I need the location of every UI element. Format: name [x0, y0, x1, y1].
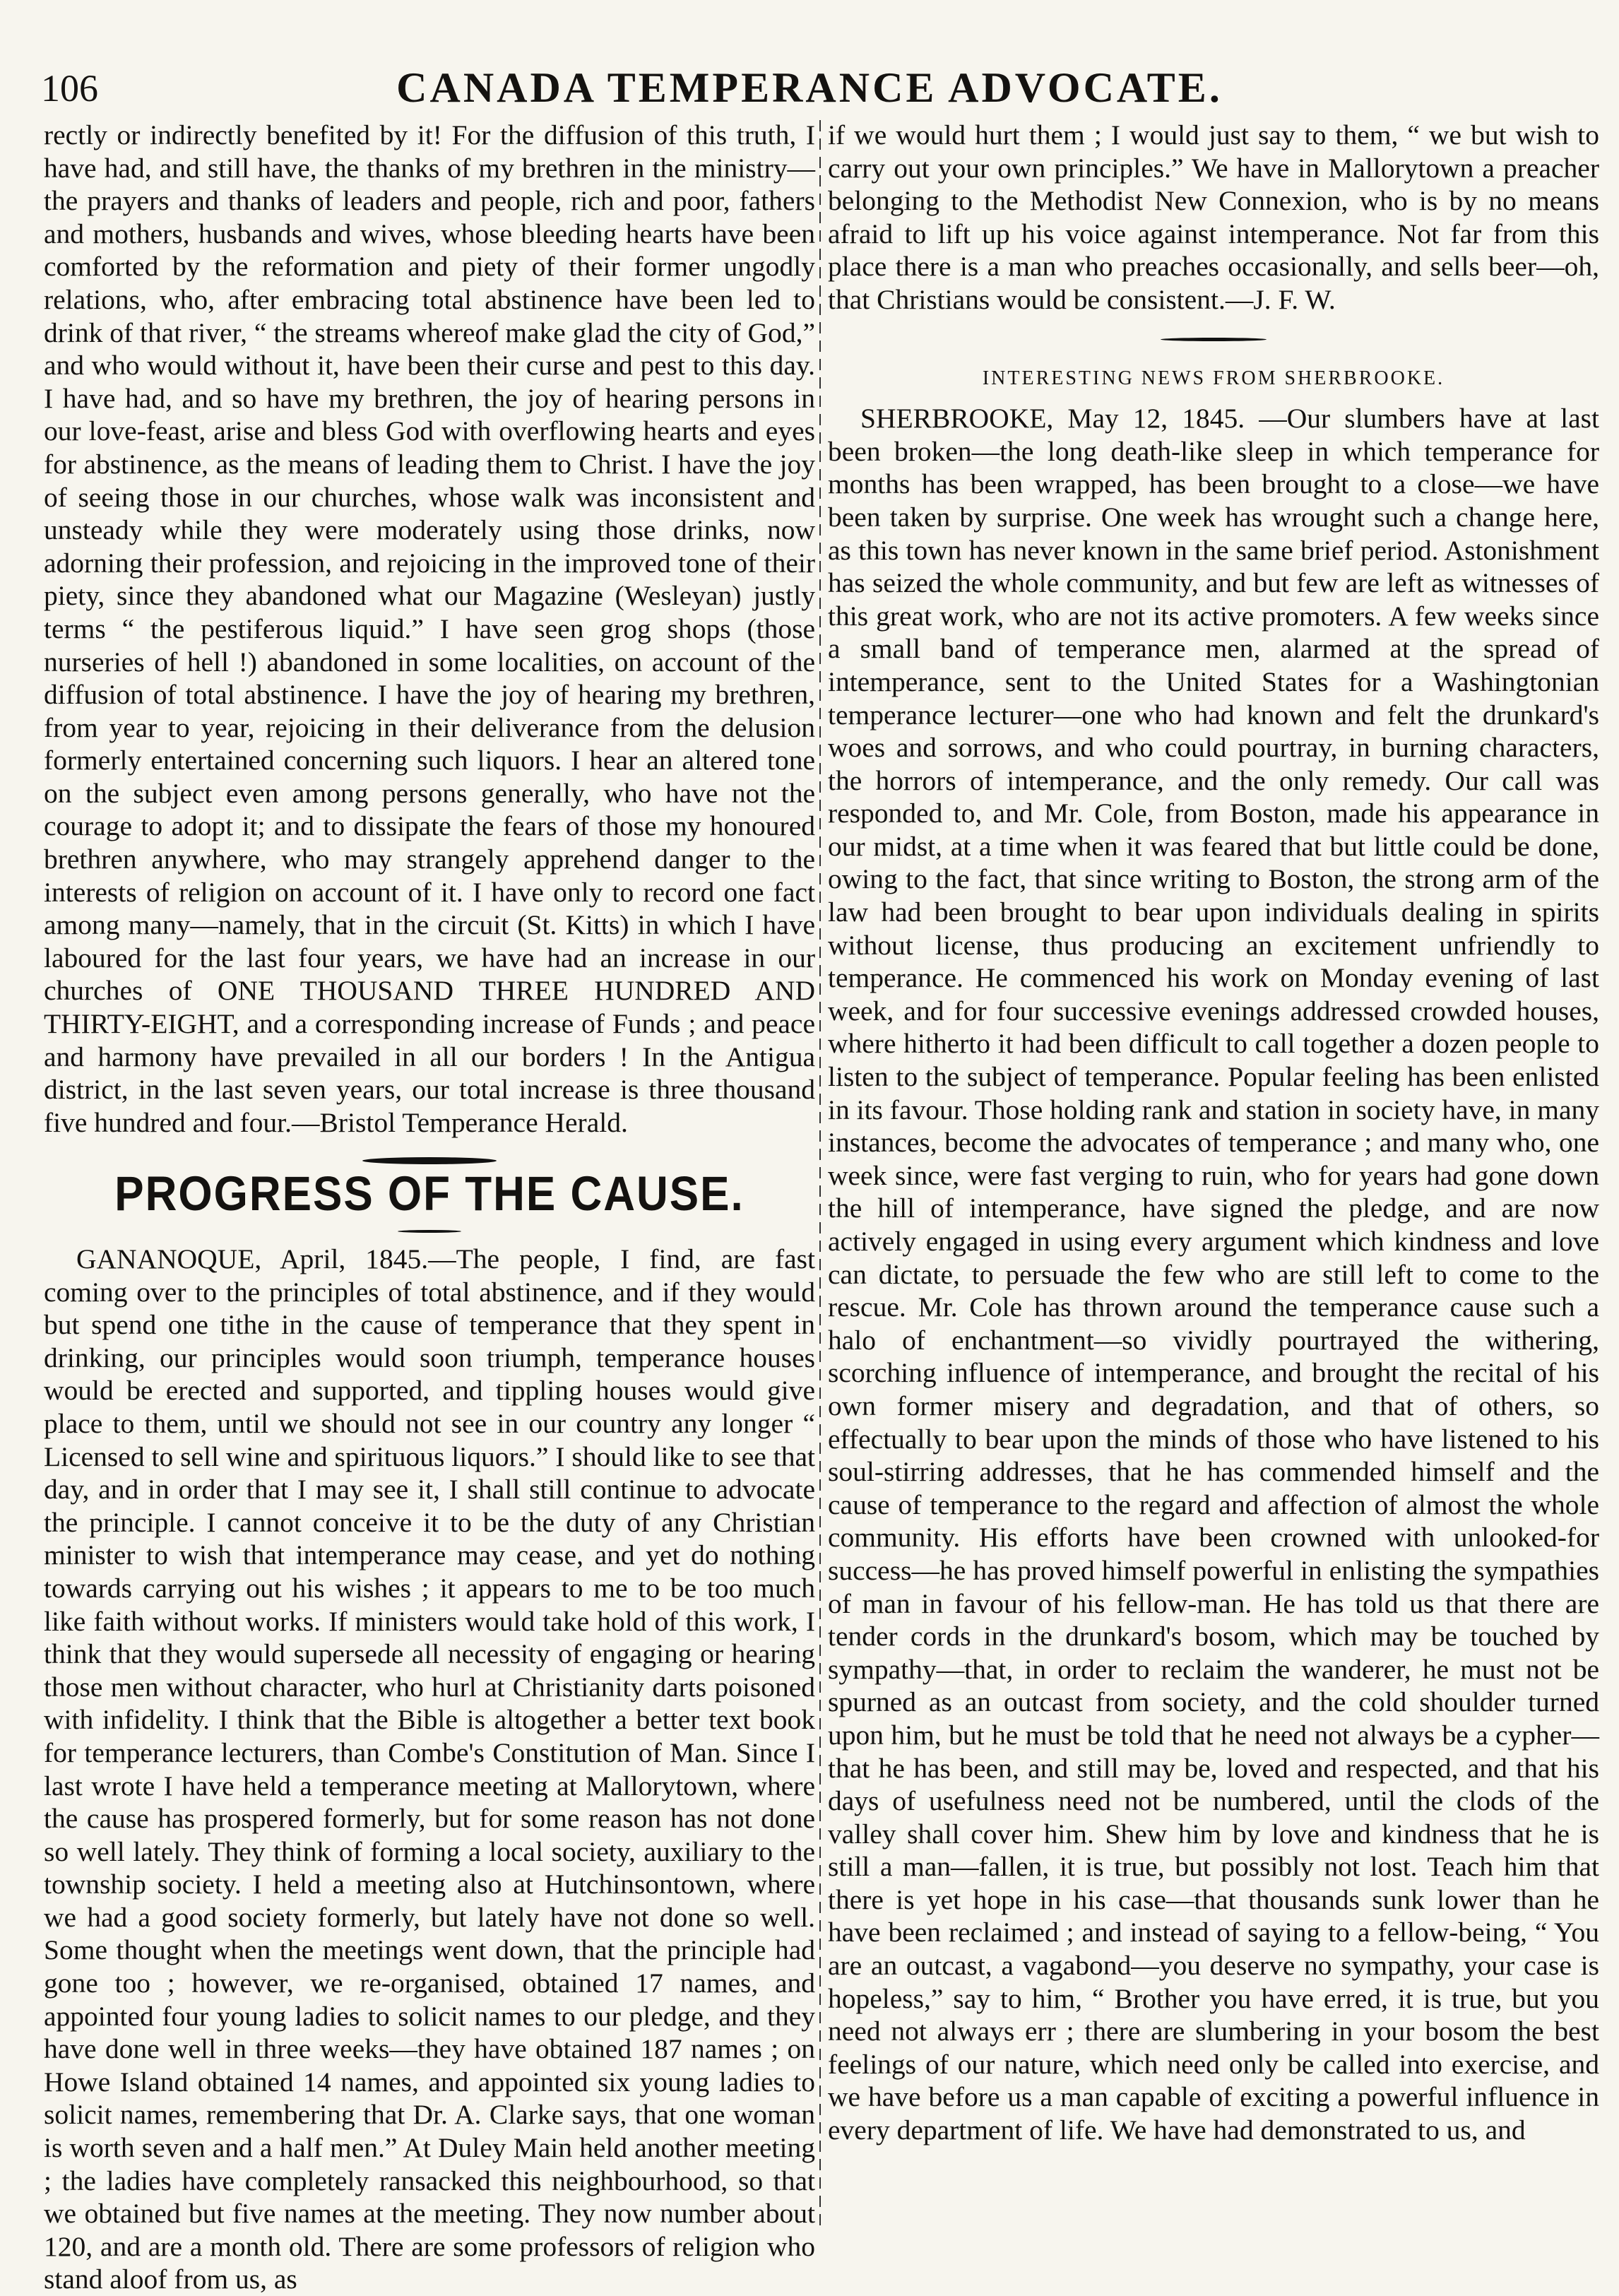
section-heading: PROGRESS OF THE CAUSE. [114, 1167, 745, 1221]
report-continuation-text: if we would hurt them ; I would just say to them, “ we but wish to carry out your own principles.” We have in Mallorytown a preacher belonging to the Methodist New Connexion, who is by no means afraid to lift up his voice against intemperance. Not far from this place there is a man who preaches occasionally, and sells beer—oh, that Christians would be consistent.—J. F. W. [828, 119, 1599, 315]
page-number: 106 [41, 67, 98, 110]
sherbrooke-report: SHERBROOKE, May 12, 1845. —Our slumbers have at last been broken—the long death-like sleep in which temperance for months has been wrapped, has been brought to a close—we have been taken by surprise. One week has wrought such a change here, as this town has never known in the same brief period. Astonishment has seized the whole community, and but few are left as witnesses of this great work, who are not its active promoters. A few weeks since a small band of temperance men, alarmed at the spread of intemperance, sent to the United States for a Washingtonian temperance lecturer—one who had known and felt the drunkard's woes and sorrows, and who could pourtray, in burning characters, the horrors of intemperance, and the only remedy. Our call was responded to, and Mr. Cole, from Boston, made his appearance in our midst, at a time when it was feared that but little could be done, owing to the fact, that since writing to Boston, the strong arm of the law had been brought to bear upon individuals dealing in spirits without license, thus producing an excitement unfriendly to temperance. He commenced his work on Monday evening of last week, and for four successive evenings addressed crowded houses, where hitherto it had been difficult to call together a dozen people to listen to the subject of temperance. Popular feeling has been enlisted in its favour. Those holding rank and station in society have, in many instances, become the advocates of temperance ; and many who, one week since, were fast verging to ruin, who for years had gone down the hill of intemperance, have signed the pledge, and are now actively engaged in using every argument which kindness and love can dictate, to persuade the few who are still left to come to the rescue. Mr. Cole has thrown around the temperance cause such a halo of enchantment—so vividly pourtrayed the withering, scorching influence of intemperance, and brought the recital of his own former misery and degradation, and that of others, so effectually to bear upon the minds of those who have listened to his soul-stirring addresses, that he has commended himself and the cause of temperance to the regard and affection of almost the whole community. His efforts have been crowned with unlooked-for success—he has proved himself powerful in enlisting the sympathies of man in favour of his fellow-man. He has told us that there are tender cords in the drunkard's bosom, which may be touched by sympathy—that, in order to reclaim the wanderer, he must not be spurned as an outcast from society, and the cold shoulder turned upon him, but he must be told that he need not always be a cypher—that he has been, and still may be, loved and respected, and that his days of usefulness need not be numbered, until the clods of the valley shall cover him. Shew him by love and kindness that he is still a man—fallen, it is true, but possibly not lost. Teach him that there is yet hope in his case—that thousands sunk lower than he have been reclaimed ; and instead of saying to a fellow-being, “ You are an outcast, a vagabond—you deserve no sympathy, your case is hopeless,” say to him, “ Brother you have erred, it is true, but you need not always err ; there are slumbering in your bosom the best feelings of our nature, which need only be called into exercise, and we have before us a man capable of exciting a powerful influence in every department of life. We have had demonstrated to us, and [828, 403, 1599, 2146]
gananoque-report: GANANOQUE, April, 1845.—The people, I find, are fast coming over to the principles of total abstinence, and if they would but spend one tithe in the cause of temperance that they spent in drinking, our principles would soon triumph, temperance houses would be erected and supported, and tippling houses would give place to them, until we should not see in our country any longer “ Licensed to sell wine and spirituous liquors.” I should like to see that day, and in order that I may see it, I shall still continue to advocate the principle. I cannot conceive it to be the duty of any Christian minister to wish that intemperance may cease, and yet do nothing towards carrying out his wishes ; it appears to me to be too much like faith without works. If ministers would take hold of this work, I think that they would supersede all necessity of engaging or hearing those men without character, who hurl at Christianity darts poisoned with infidelity. I think that the Bible is altogether a better text book for temperance lecturers, than Combe's Constitution of Man. Since I last wrote I have held a temperance meeting at Mallorytown, where the cause has prospered formerly, but for some reason has not done so well lately. They think of forming a local society, auxiliary to the township society. I held a meeting also at Hutchinsontown, where we had a good society formerly, but lately have not done so well. Some thought when the meetings went down, that the principle had gone too ; however, we re-organised, obtained 17 names, and appointed four young ladies to solicit names to our pledge, and they have done well in three weeks—they have obtained 187 names ; on Howe Island obtained 14 names, and appointed six young ladies to solicit names, remembering that Dr. A. Clarke says, that one woman is worth seven and a half men.” At Duley Main held another meeting ; the ladies have completely ransacked this neighbourhood, so that we obtained but five names at the meeting. They now number about 120, and are a month old. There are some professors of religion who stand aloof from us, as [44, 1243, 815, 2295]
left-column [44, 119, 815, 2295]
running-title: CANADA TEMPERANCE ADVOCATE. [396, 64, 1223, 111]
heading-ornament [398, 1230, 461, 1233]
article-continuation-text: rectly or indirectly benefited by it! For the diffusion of this truth, I have had, and still have, the thanks of my brethren in the ministry—the prayers and thanks of leaders and people, rich and poor, fathers and mothers, husbands and wives, whose bleeding hearts have been comforted by the reformation and piety of their former ungodly relations, who, after embracing total abstinence have been led to drink of that river, “ the streams whereof make glad the city of God,” and who would without it, have been their curse and pest to this day. I have had, and so have my brethren, the joy of hearing persons in our love-feast, arise and bless God with overflowing hearts and eyes for abstinence, as the means of leading them to Christ. I have the joy of seeing those in our churches, whose walk was inconsistent and unsteady while they were moderately using those drinks, now adorning their profession, and rejoicing in the improved tone of their piety, since they abandoned what our Magazine (Wesleyan) justly terms “ the pestiferous liquid.” I have seen grog shops (those nurseries of hell !) abandoned in some localities, on account of the diffusion of total abstinence. I have the joy of hearing my brethren, from year to year, rejoicing in their deliverance from the delusion formerly entertained concerning such liquors. I hear an altered tone on the subject even among persons generally, who have not the courage to adopt it; and to dissipate the fears of those my honoured brethren anywhere, who may strangely apprehend danger to the interests of religion on account of it. I have only to record one fact among many—namely, that in the circuit (St. Kitts) in which I have laboured for the last four years, we have had an increase in our churches of ONE THOUSAND THREE HUNDRED AND THIRTY-EIGHT, and a corresponding increase of Funds ; and peace and harmony have prevailed in all our borders ! In the Antigua district, in the last seven years, our total increase is three thousand five hundred and four.—Bristol Temperance Herald. [44, 119, 815, 1138]
section-rule [362, 1157, 497, 1164]
article-heading: INTERESTING NEWS FROM SHERBROOKE. [982, 367, 1445, 389]
article-rule [1161, 338, 1267, 341]
page-header [28, 20, 1591, 111]
right-column [828, 119, 1599, 2231]
column-divider [819, 120, 821, 2225]
